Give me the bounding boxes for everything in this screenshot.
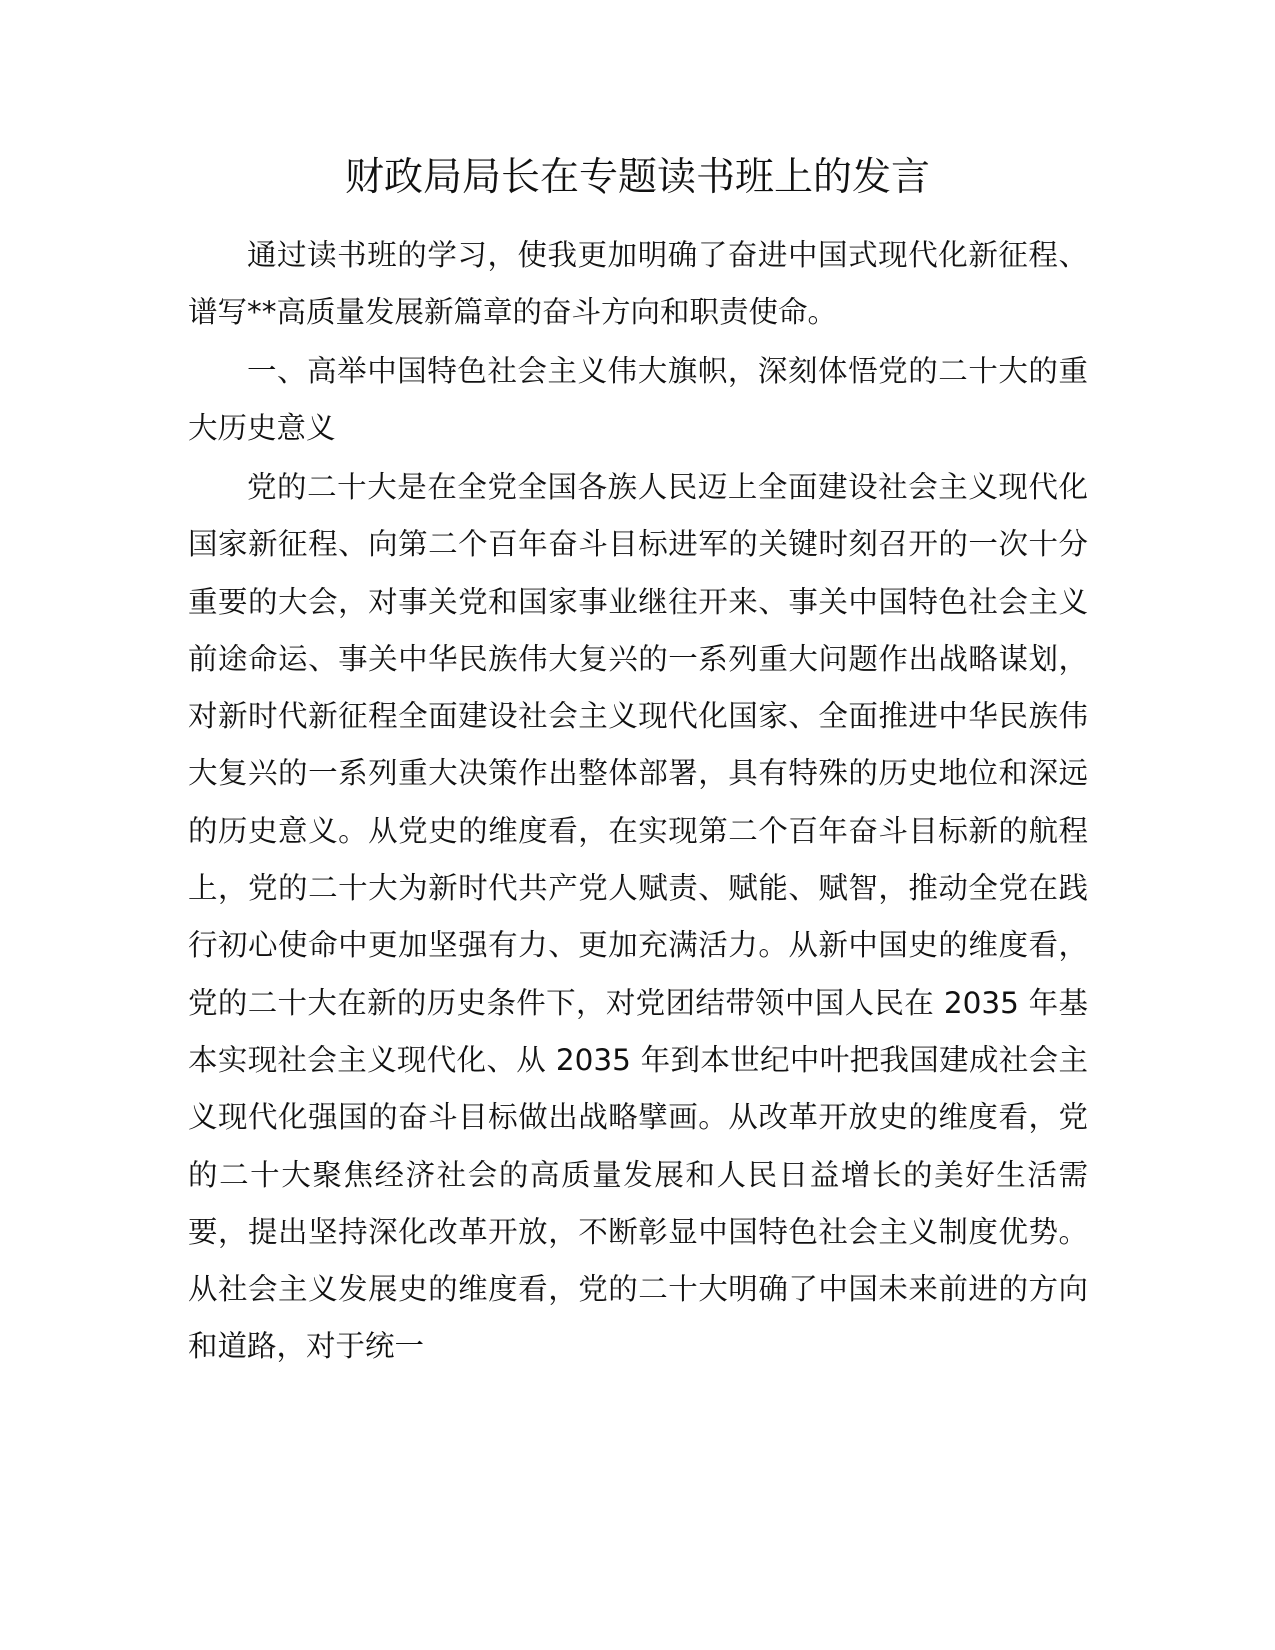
body-paragraph: 党的二十大是在全党全国各族人民迈上全面建设社会主义现代化国家新征程、向第二个百年奋斗目标进军的关键时刻召开的一次十分重要的大会，对事关党和国家事业继往开来、事关中国特色社会主义前途命运、事关中华民族伟大复兴的一系列重大问题作出战略谋划，对新时代新征程全面建设社会主义现代化国家、全面推进中华民族伟大复兴的一系列重大决策作出整体部署，具有特殊的历史地位和深远的历史意义。从党史的维度看，在实现第二个百年奋斗目标新的航程上，党的二十大为新时代共产党人赋责、赋能、赋智，推动全党在践行初心使命中更加坚强有力、更加充满活力。从新中国史的维度看，党的二十大在新的历史条件下，对党团结带领中国人民在 2035 年基本实现社会主义现代化、从 2035 年到本世纪中叶把我国建成社会主义现代化强国的奋斗目标做出战略擘画。从改革开放史的维度看，党的二十大聚焦经济社会的高质量发展和人民日益增长的美好生活需要，提出坚持深化改革开放，不断彰显中国特色社会主义制度优势。从社会主义发展史的维度看，党的二十大明确了中国未来前进的方向和道路，对于统一 bbox=[188, 470, 1088, 1364]
intro-paragraph: 通过读书班的学习，使我更加明确了奋进中国式现代化新征程、谱写**高质量发展新篇章的奋斗方向和职责使命。 bbox=[188, 238, 1088, 330]
document-title: 财政局局长在专题读书班上的发言 bbox=[344, 155, 930, 200]
section-heading-1: 一、高举中国特色社会主义伟大旗帜，深刻体悟党的二十大的重大历史意义 bbox=[188, 354, 1088, 446]
